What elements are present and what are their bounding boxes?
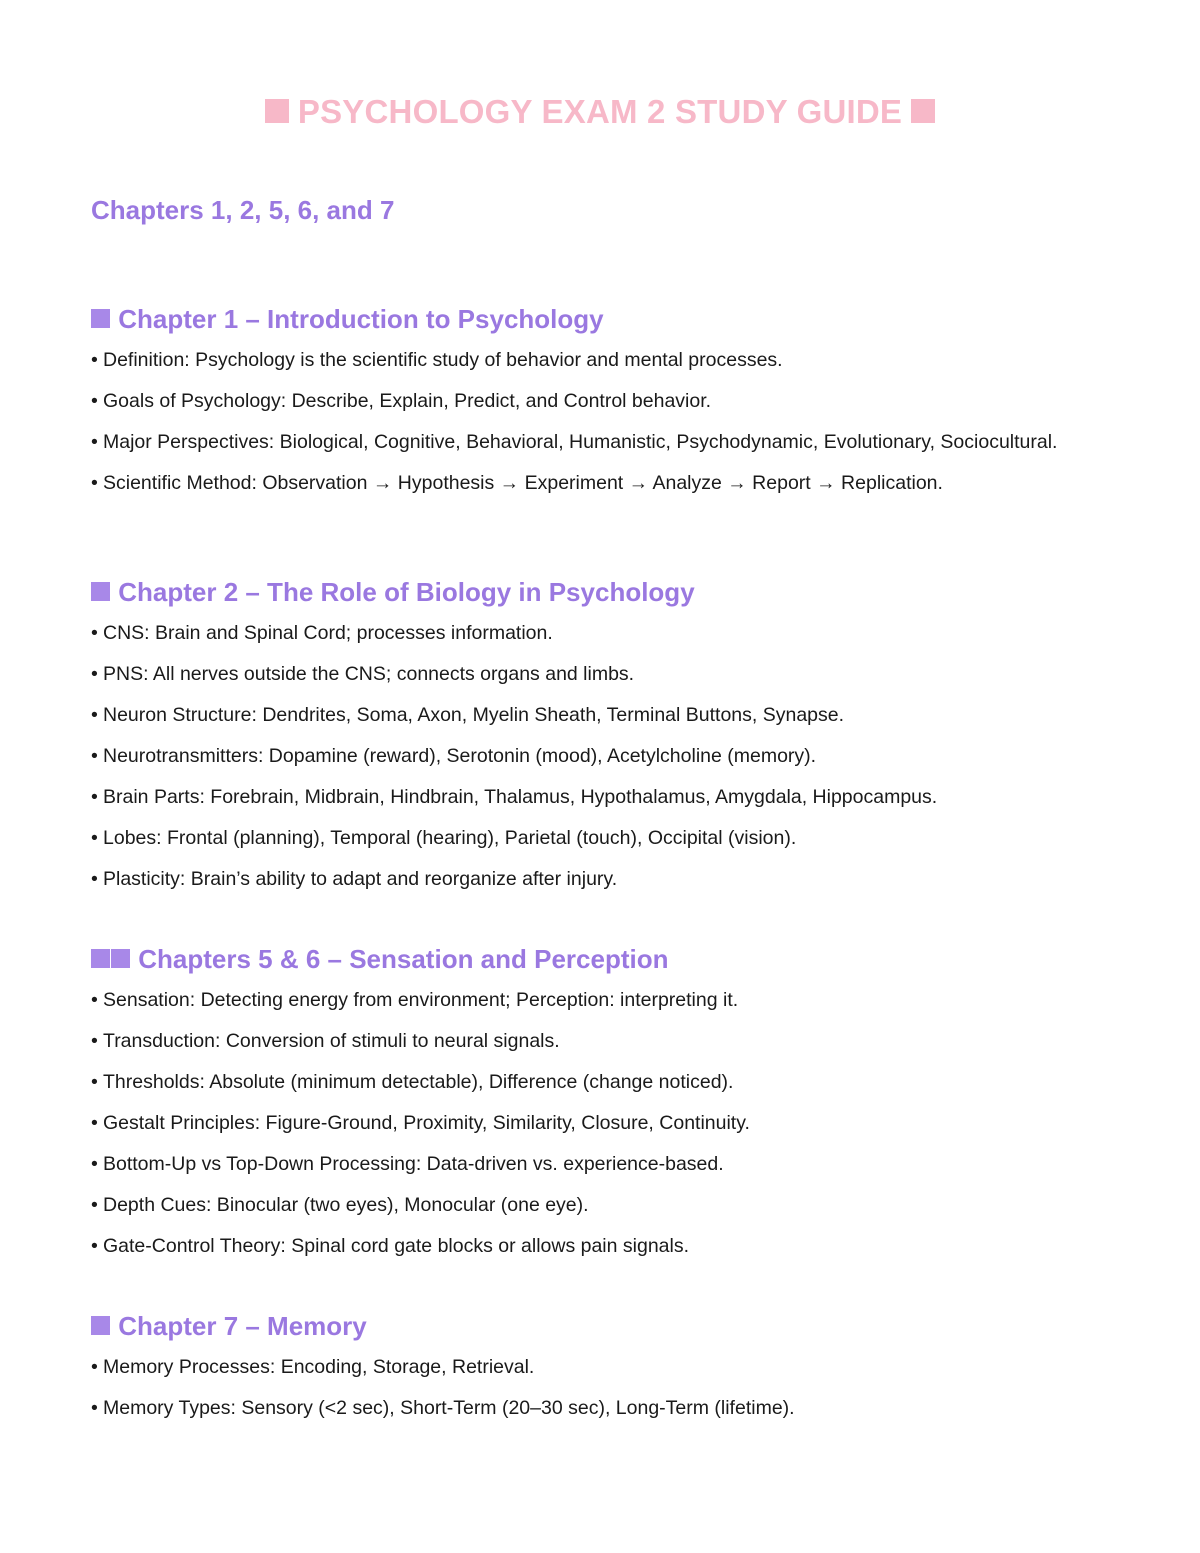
list-item: • Memory Types: Sensory (<2 sec), Short-Term (20–30 sec), Long-Term (lifetime). xyxy=(91,1394,1111,1423)
bullet-icon: • xyxy=(91,390,98,412)
list-item: • Brain Parts: Forebrain, Midbrain, Hindbrain, Thalamus, Hypothalamus, Amygdala, Hippocampus. xyxy=(91,783,1111,812)
bullet-icon: • xyxy=(91,472,98,494)
list-item: • CNS: Brain and Spinal Cord; processes information. xyxy=(91,619,1111,648)
section-heading-text: Chapter 2 – The Role of Biology in Psychology xyxy=(118,577,695,607)
bullet-icon: • xyxy=(91,745,98,767)
bullet-icon: • xyxy=(91,989,98,1011)
list-item: • Transduction: Conversion of stimuli to neural signals. xyxy=(91,1027,1111,1056)
list-item: • PNS: All nerves outside the CNS; connects organs and limbs. xyxy=(91,660,1111,689)
bullet-icon: • xyxy=(91,1112,98,1134)
list-item: • Plasticity: Brain’s ability to adapt and reorganize after injury. xyxy=(91,865,1111,894)
bullet-icon: • xyxy=(91,786,98,808)
square-icon xyxy=(911,99,935,123)
bullet-icon: • xyxy=(91,827,98,849)
document-subtitle: Chapters 1, 2, 5, 6, and 7 xyxy=(91,195,395,225)
section-chapters-5-6 xyxy=(91,942,1111,1273)
bullet-icon: • xyxy=(91,1356,98,1378)
square-icon xyxy=(91,582,110,601)
square-icon xyxy=(91,1316,110,1335)
list-item: • Goals of Psychology: Describe, Explain, Predict, and Control behavior. xyxy=(91,387,1111,416)
list-item: • Sensation: Detecting energy from environment; Perception: interpreting it. xyxy=(91,986,1111,1015)
square-icon xyxy=(91,309,110,328)
square-icon xyxy=(111,949,130,968)
bullet-icon: • xyxy=(91,1194,98,1216)
list-item: • Neurotransmitters: Dopamine (reward), Serotonin (mood), Acetylcholine (memory). xyxy=(91,742,1111,771)
section-heading xyxy=(91,302,1111,342)
list-item: • Lobes: Frontal (planning), Temporal (hearing), Parietal (touch), Occipital (vision). xyxy=(91,824,1111,853)
document-title xyxy=(0,93,1200,131)
bullet-icon: • xyxy=(91,704,98,726)
bullet-icon: • xyxy=(91,1030,98,1052)
list-item: • Definition: Psychology is the scientific study of behavior and mental processes. xyxy=(91,346,1111,375)
section-heading-text: Chapters 5 & 6 – Sensation and Perception xyxy=(138,944,669,974)
list-item: • Gestalt Principles: Figure-Ground, Proximity, Similarity, Closure, Continuity. xyxy=(91,1109,1111,1138)
bullet-icon: • xyxy=(91,663,98,685)
list-item: • Thresholds: Absolute (minimum detectable), Difference (change noticed). xyxy=(91,1068,1111,1097)
list-item: • Memory Processes: Encoding, Storage, Retrieval. xyxy=(91,1353,1111,1382)
list-item: • Depth Cues: Binocular (two eyes), Monocular (one eye). xyxy=(91,1191,1111,1220)
list-item: • Major Perspectives: Biological, Cognitive, Behavioral, Humanistic, Psychodynamic, Evolutionary, Sociocultural. xyxy=(91,428,1111,457)
bullet-icon: • xyxy=(91,1153,98,1175)
section-heading-text: Chapter 1 – Introduction to Psychology xyxy=(118,304,604,334)
square-icon xyxy=(265,99,289,123)
bullet-icon: • xyxy=(91,1397,98,1419)
bullet-icon: • xyxy=(91,1235,98,1257)
section-chapter-7 xyxy=(91,1309,1111,1435)
bullet-icon: • xyxy=(91,431,98,453)
list-item: • Scientific Method: Observation → Hypothesis → Experiment → Analyze → Report → Replication. xyxy=(91,469,1111,498)
square-icon xyxy=(91,949,110,968)
bullet-icon: • xyxy=(91,1071,98,1093)
section-heading xyxy=(91,942,1111,982)
section-chapter-2 xyxy=(91,575,1111,906)
list-item: • Neuron Structure: Dendrites, Soma, Axon, Myelin Sheath, Terminal Buttons, Synapse. xyxy=(91,701,1111,730)
document-title-text: PSYCHOLOGY EXAM 2 STUDY GUIDE xyxy=(297,93,903,130)
section-heading-text: Chapter 7 – Memory xyxy=(118,1311,367,1341)
bullet-icon: • xyxy=(91,868,98,890)
section-heading xyxy=(91,1309,1111,1349)
list-item: • Gate-Control Theory: Spinal cord gate blocks or allows pain signals. xyxy=(91,1232,1111,1261)
section-heading xyxy=(91,575,1111,615)
section-chapter-1 xyxy=(91,302,1111,510)
list-item: • Bottom-Up vs Top-Down Processing: Data-driven vs. experience-based. xyxy=(91,1150,1111,1179)
bullet-icon: • xyxy=(91,349,98,371)
bullet-icon: • xyxy=(91,622,98,644)
